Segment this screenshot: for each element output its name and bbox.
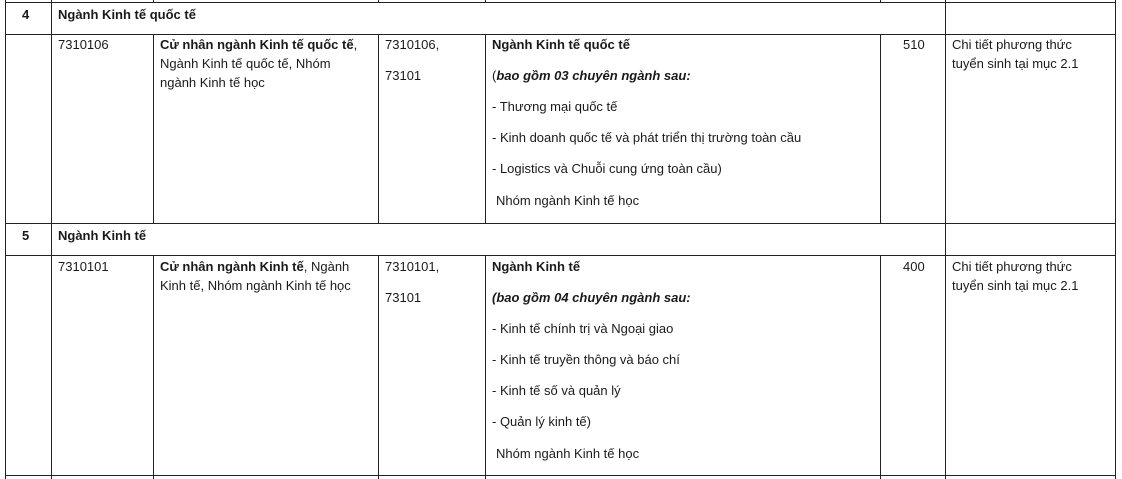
degree-line: Kinh tế, Nhóm ngành Kinh tế học xyxy=(160,278,351,293)
admission-method: Chi tiết phương thức xyxy=(952,259,1072,274)
table-border xyxy=(945,0,946,479)
section-number: 4 xyxy=(22,7,30,22)
admission-code: 73101 xyxy=(385,290,422,305)
table-border xyxy=(378,0,379,3)
quota: 400 xyxy=(903,259,925,274)
table-border xyxy=(5,255,1116,256)
table-border xyxy=(880,34,881,224)
table-border xyxy=(5,475,1116,476)
degree-name: Cử nhân ngành Kinh tế xyxy=(160,259,304,274)
table-border xyxy=(378,255,379,479)
degree-name: Cử nhân ngành Kinh tế quốc tế xyxy=(160,37,354,52)
table-border xyxy=(5,223,1116,224)
admission-method: tuyển sinh tại mục 2.1 xyxy=(952,56,1079,71)
table-border xyxy=(378,34,379,224)
program-title: Ngành Kinh tế xyxy=(492,259,581,274)
specialization-item: - Kinh tế số và quản lý xyxy=(492,383,621,398)
major-code: 7310106 xyxy=(58,37,109,52)
degree-line xyxy=(160,35,357,54)
specialization-item: - Thương mại quốc tế xyxy=(492,99,618,114)
table-border xyxy=(880,255,881,479)
degree-line: ngành Kinh tế học xyxy=(160,75,265,90)
table-border xyxy=(153,0,154,3)
major-group: Nhóm ngành Kinh tế học xyxy=(496,193,640,208)
specialization-item: - Kinh tế truyền thông và báo chí xyxy=(492,352,680,367)
section-number: 5 xyxy=(22,228,30,243)
major-group: Nhóm ngành Kinh tế học xyxy=(496,446,640,461)
table-border xyxy=(880,0,881,3)
admission-code: 7310101, xyxy=(385,259,440,274)
degree-separator: , Ngành xyxy=(303,259,350,274)
program-title: Ngành Kinh tế quốc tế xyxy=(492,37,630,52)
specialization-item: - Quản lý kinh tế) xyxy=(492,414,591,429)
table-border xyxy=(51,0,52,479)
admission-method: Chi tiết phương thức xyxy=(952,37,1072,52)
table-border xyxy=(485,34,486,224)
program-note-text: bao gồm 03 chuyên ngành sau: xyxy=(496,68,691,83)
degree-separator: , xyxy=(353,37,358,52)
degree-line: Ngành Kinh tế quốc tế, Nhóm xyxy=(160,56,331,71)
section-title: Ngành Kinh tế quốc tế xyxy=(58,7,196,22)
specialization-item: - Logistics và Chuỗi cung ứng toàn cầu) xyxy=(492,161,722,176)
table-border xyxy=(5,0,6,479)
major-code: 7310101 xyxy=(58,259,109,274)
program-note: (bao gồm 04 chuyên ngành sau: xyxy=(492,290,691,305)
table-border xyxy=(153,34,154,224)
table-border xyxy=(5,2,1116,3)
specialization-item: - Kinh doanh quốc tế và phát triển thị trường toàn cầu xyxy=(492,130,802,145)
table-border xyxy=(153,255,154,479)
admission-code: 7310106, xyxy=(385,37,440,52)
specialization-item: - Kinh tế chính trị và Ngoại giao xyxy=(492,321,674,336)
table-border xyxy=(485,255,486,479)
program-note xyxy=(492,66,691,85)
admission-method: tuyển sinh tại mục 2.1 xyxy=(952,278,1079,293)
program-note-paren: ( xyxy=(492,68,497,83)
table-border xyxy=(1115,0,1116,479)
admission-code: 73101 xyxy=(385,68,422,83)
quota: 510 xyxy=(903,37,925,52)
table-border xyxy=(485,0,486,3)
degree-line xyxy=(160,257,349,276)
section-title: Ngành Kinh tế xyxy=(58,228,147,243)
